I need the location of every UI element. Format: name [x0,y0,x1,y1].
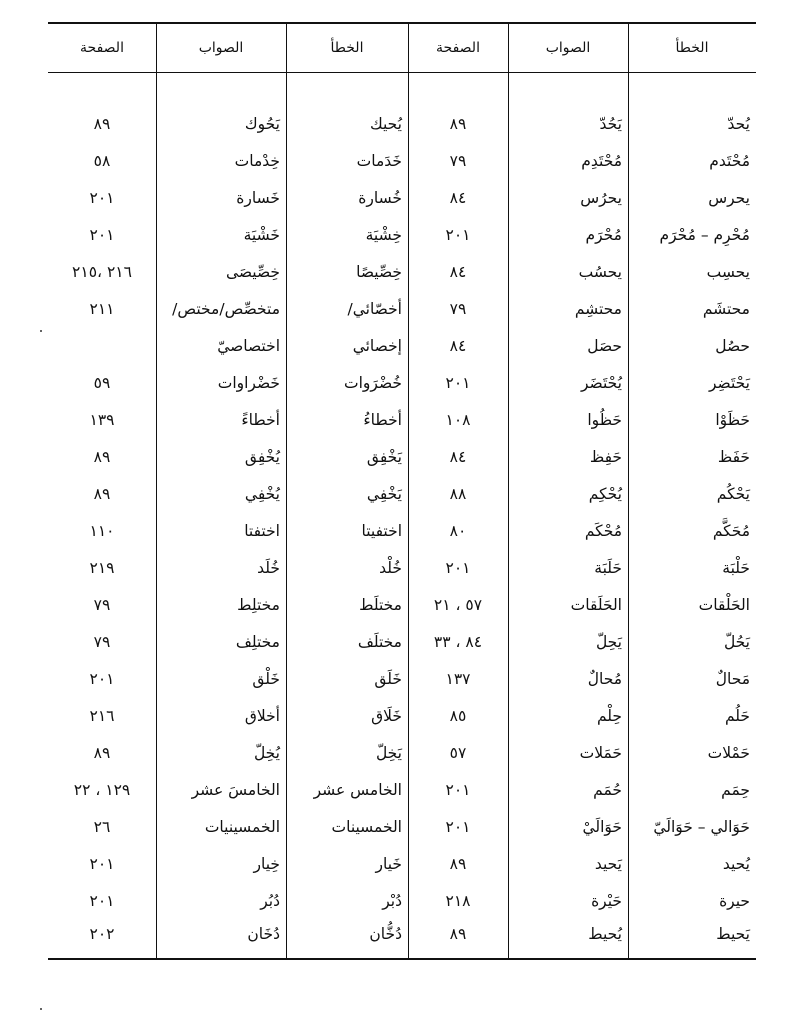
wrong-right-cell: حَلُم [724,706,750,725]
page-left-cell: ٢١١ [89,299,115,318]
wrong-left-cell: أخصّائي/ [347,299,402,318]
correct-left-cell: خَلْق [252,669,280,688]
wrong-right-cell: يحرس [708,188,750,207]
spacer-row [48,73,756,106]
wrong-right-cell: يحسِب [706,262,750,281]
page-left-cell: ٢١٦ ،٢١٥ [72,262,132,281]
correct-left-cell: أخلاق [244,706,280,725]
page-left-cell: ١٣٩ [89,410,115,429]
wrong-left-cell: يَخْفِق [366,447,402,466]
correct-left-cell: الخمسينيات [204,817,280,836]
page-left-cell: ٢١٩ [89,558,115,577]
wrong-left-cell: الخامس عشر [313,780,402,799]
table-body [48,73,756,986]
table-row [48,475,756,512]
correct-right-cell: يحسُب [578,262,622,281]
page-right-cell: ١٠٨ [445,410,471,429]
scan-speck [40,1008,42,1010]
page-left-cell: ٢٠١ [89,188,115,207]
wrong-right-cell: حَوَالي – حَوَالَيّ [653,817,750,836]
wrong-left-cell: الخمسينات [331,817,402,836]
correct-right-cell: يحرُس [580,188,622,207]
correct-right-cell: محتشِم [574,299,622,318]
correct-left-cell: خِيار [253,854,280,873]
table-row [48,845,756,882]
correct-right-cell: مُحالٌ [587,669,622,688]
page-right-cell: ٨٤ ، ٣٣ [433,632,483,651]
wrong-left-cell: خَدَمات [356,151,402,170]
wrong-right-cell: حِمَم [721,780,750,799]
correct-right-cell: الحَلَقات [570,595,622,614]
page-right-cell: ٢١٨ [445,891,471,910]
table-row [48,142,756,179]
wrong-right-cell: يَحُلّ [723,632,750,651]
correct-right-cell: يُحْكِم [588,484,622,503]
correct-left-cell: اختفتا [244,521,280,540]
wrong-left-cell: خِشْيَة [365,225,402,244]
page-right-cell: ٥٧ [449,743,467,762]
correct-left-cell: اختصاصيّ [217,336,280,355]
correct-right-cell: مُحْكَم [584,521,622,540]
wrong-left-cell: خَلَق [374,669,402,688]
wrong-left-cell: يَخِلّ [375,743,402,762]
table-row [48,364,756,401]
correct-left-cell: يُخْفِق [244,447,280,466]
page-left-cell: ٨٩ [93,447,111,466]
page-left-cell: ٥٨ [93,151,111,170]
table-row [48,327,756,364]
page-right-cell: ٥٧ ، ٢١ [433,595,483,614]
wrong-left-cell: خِصِّيصًا [356,262,402,281]
page-left-cell: ٨٩ [93,743,111,762]
wrong-right-cell: حيرة [719,891,750,910]
page-right-cell: ٨٨ [449,484,467,503]
wrong-right-cell: مُحَكَّم [712,521,750,540]
page-right-cell: ٨٤ [449,188,467,207]
page-right-cell: ٧٩ [449,299,467,318]
page-left-cell: ١١٠ [89,521,115,540]
correct-left-cell: الخامسَ عشر [191,780,280,799]
column-rule [508,24,509,958]
page-left-cell: ٢٠١ [89,225,115,244]
page-right-cell: ٨٩ [449,114,467,133]
correct-left-cell: متخصِّص/مختص/ [172,299,280,318]
correct-right-cell: يَحِلّ [595,632,622,651]
correct-left-cell: خِصِّيصَى [225,262,280,281]
wrong-left-cell: خُسارة [358,188,402,207]
correct-left-cell: خُلَد [257,558,280,577]
column-rule [286,24,287,958]
page-left-cell: ٢٦ [93,817,111,836]
column-rule [408,24,409,958]
table-row [48,697,756,734]
page-right-cell: ٨٤ [449,262,467,281]
wrong-left-cell: مختلَف [357,632,402,651]
column-rule [628,24,629,958]
correct-left-cell: يُخْفِي [244,484,280,503]
correct-right-cell: حَفِظ [589,447,622,466]
table-row [48,882,756,919]
table-row [48,438,756,475]
page-left-cell: ٥٩ [93,373,111,392]
table-row [48,512,756,549]
wrong-right-cell: حَمْلات [707,743,750,762]
correct-right-cell: حَمَلات [579,743,622,762]
wrong-left-cell: أخطاءُ [363,410,402,429]
header-wrong-left: الخطأ [286,24,408,73]
column-rule [156,24,157,958]
errata-sheet [48,22,756,960]
wrong-right-cell: مُحْرِم – مُحْرَم [659,225,750,244]
page-left-cell: ٢١٦ [89,706,115,725]
header-page-left: الصفحة [48,24,156,73]
wrong-left-cell: دُخُّان [369,925,402,943]
wrong-right-cell: يُحدّ [727,114,750,133]
wrong-right-cell: حَلْبَة [722,558,750,577]
wrong-left-cell: يُحيك [369,114,402,133]
correct-right-cell: حَلَبَة [594,558,622,577]
correct-right-cell: حَوَالَيْ [582,817,622,836]
table-row [48,586,756,623]
page-left-cell: ٨٩ [93,484,111,503]
page-right-cell: ٢٠١ [445,780,471,799]
wrong-right-cell: حَفَظ [717,447,750,466]
table-row [48,105,756,142]
page-right-cell: ٨٩ [449,925,467,943]
page-right-cell: ٨٩ [449,854,467,873]
page-left-cell [48,327,156,364]
page-left-cell: ٢٠١ [89,854,115,873]
page-right-cell: ٨٤ [449,336,467,355]
header-correct-left: الصواب [156,24,286,73]
table-row [48,734,756,771]
wrong-right-cell: الحَلْقات [698,595,750,614]
page-right-cell: ٢٠١ [445,817,471,836]
page-left-cell: ٧٩ [93,595,111,614]
correct-left-cell: خَضْراوات [217,373,280,392]
correct-right-cell: مُحْتَدِم [581,151,622,170]
correct-left-cell: مختلِط [237,595,280,614]
wrong-right-cell: حَظَوْا [715,410,750,429]
page-right-cell: ٢٠١ [445,373,471,392]
correct-left-cell: خِدْمات [234,151,280,170]
header-correct-right: الصواب [508,24,628,73]
table-row [48,290,756,327]
wrong-left-cell: خَيار [375,854,402,873]
page-right-cell: ٨٤ [449,447,467,466]
table-row [48,401,756,438]
page-left-cell: ٢٠١ [89,669,115,688]
wrong-left-cell: خُلْد [379,558,402,577]
table-row [48,623,756,660]
table-row [48,253,756,290]
wrong-right-cell: حصُل [715,336,750,355]
header-wrong-right: الخطأ [628,24,756,73]
correct-left-cell: يَحُوك [244,114,280,133]
page-right-cell: ١٣٧ [445,669,471,688]
correct-right-cell: يَحُدّ [599,114,622,133]
wrong-right-cell: محتشَم [702,299,750,318]
wrong-right-cell: يُحيد [722,854,750,873]
table-row [48,549,756,586]
page-right-cell: ٨٥ [449,706,467,725]
correct-right-cell: حصَل [587,336,622,355]
wrong-right-cell: مُحْتَدم [709,151,750,170]
wrong-left-cell: دُبْر [382,891,402,910]
page-right-cell: ٢٠١ [445,558,471,577]
wrong-left-cell: اختفيتا [361,521,402,540]
correct-right-cell: حُمَم [593,780,622,799]
correct-right-cell: مُحْرَم [585,225,622,244]
table-row [48,771,756,808]
correct-left-cell: دُبُر [260,891,280,910]
table-row [48,660,756,697]
page-left-cell: ٧٩ [93,632,111,651]
wrong-right-cell: يَحْتَضِر [709,373,750,392]
correct-left-cell: دُخَان [247,925,280,943]
correct-left-cell: أخطاءً [241,410,280,429]
correct-left-cell: مختلِف [235,632,280,651]
correct-right-cell: يَحيد [594,854,622,873]
errata-table [48,24,756,985]
page-left-cell: ٨٩ [93,114,111,133]
wrong-left-cell: إخصائي [352,336,402,355]
correct-right-cell: حِلْم [596,706,622,725]
wrong-right-cell: يَحْكُم [716,484,750,503]
table-row [48,919,756,985]
page-right-cell: ٧٩ [449,151,467,170]
correct-right-cell: حَيْرة [591,891,622,910]
wrong-right-cell: يَحيط [716,925,750,943]
wrong-left-cell: مختلَط [359,595,402,614]
header-page-right: الصفحة [408,24,508,73]
correct-right-cell: يُحْتَضَر [581,373,622,392]
page-left-cell: ٢٠٢ [89,925,115,943]
page-right-cell: ٢٠١ [445,225,471,244]
correct-right-cell: حَظُوا [587,410,622,429]
table-row [48,808,756,845]
page-right-cell: ٨٠ [449,521,467,540]
correct-left-cell: يُخِلّ [253,743,280,762]
page-left-cell: ١٢٩ ، ٢٢ [73,780,131,799]
page-left-cell: ٢٠١ [89,891,115,910]
wrong-left-cell: يَخْفِي [366,484,402,503]
correct-left-cell: خَسارة [236,188,280,207]
wrong-left-cell: خُضْرَوات [344,373,402,392]
wrong-right-cell: مَحالٌ [715,669,750,688]
header-row [48,24,756,73]
correct-right-cell: يُحيط [588,925,622,943]
scan-speck [40,330,42,332]
table-row [48,216,756,253]
wrong-left-cell: خَلَاق [371,706,402,725]
correct-left-cell: خَشْيَة [243,225,280,244]
table-row [48,179,756,216]
